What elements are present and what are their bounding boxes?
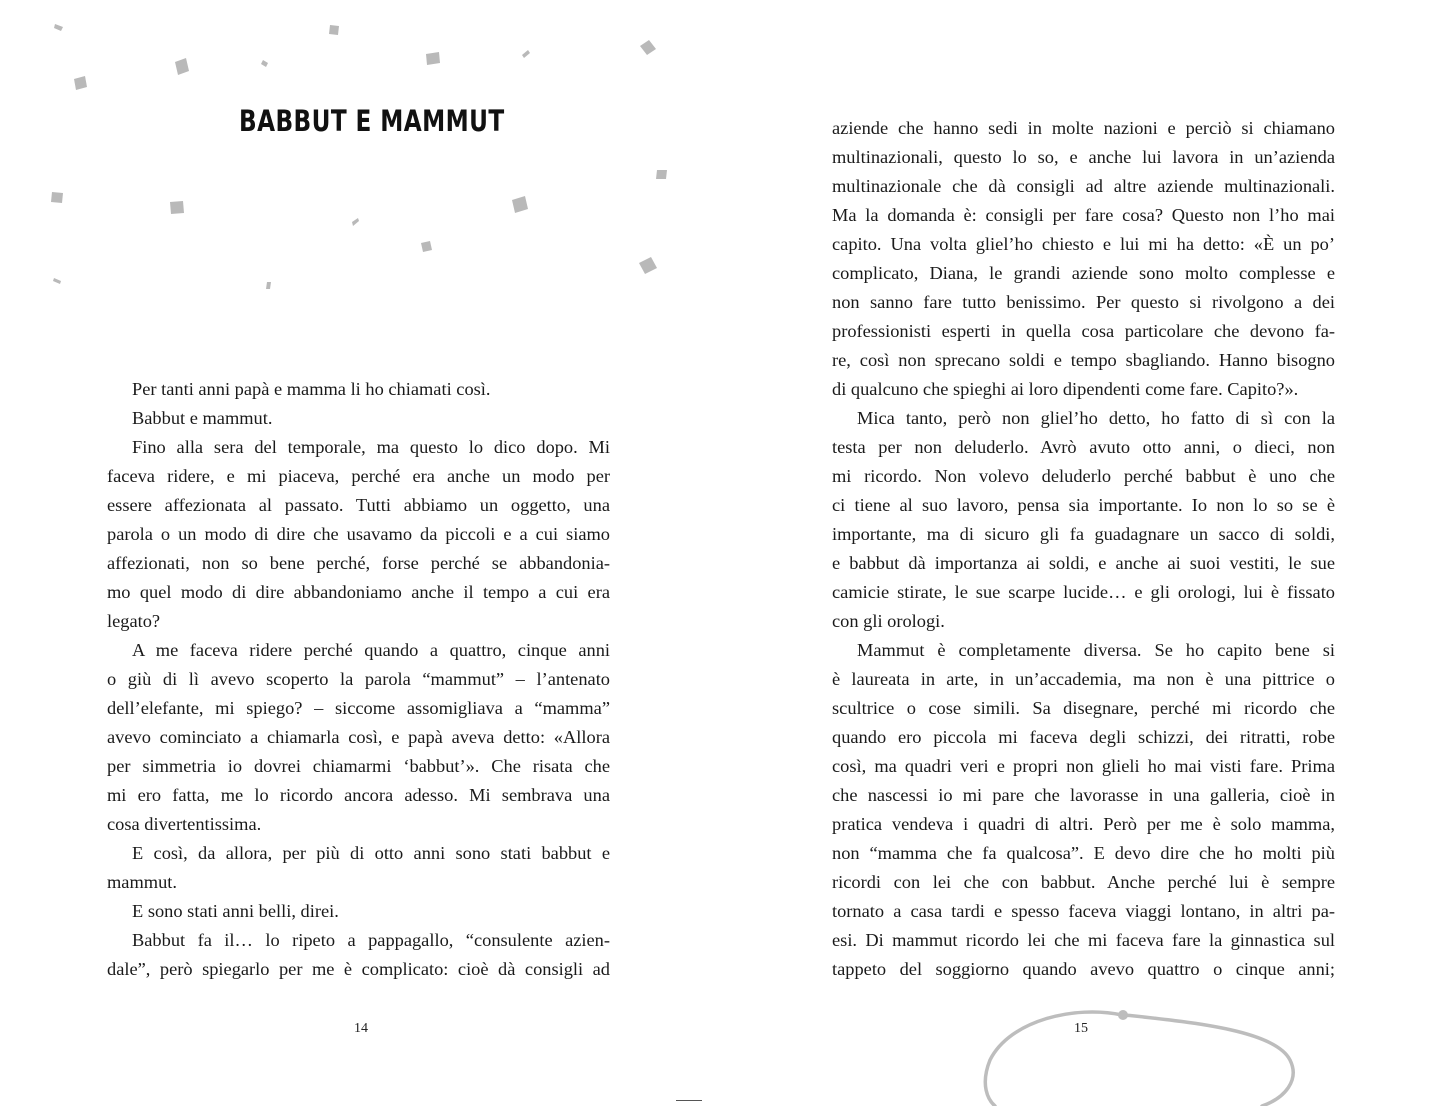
confetti-piece [266, 282, 271, 289]
text-line: avevo cominciato a chiamarla così, e papà aveva detto: «Allora [107, 727, 610, 747]
confetti-piece [53, 278, 61, 284]
confetti-piece [261, 60, 268, 67]
text-line: ricordi con lei che con babbut. Anche perché lui è sempre [832, 872, 1335, 892]
confetti-piece [54, 24, 63, 31]
text-line: mi ricordo. Non volevo deluderlo perché babbut è uno che [832, 466, 1335, 486]
text-line: è laureata in arte, in un’accademia, ma non è una pittrice o [832, 669, 1335, 689]
confetti-piece [639, 257, 657, 274]
confetti-piece [74, 76, 87, 90]
text-line: che nascessi io mi pare che lavorasse in una galleria, cioè in [832, 785, 1335, 805]
confetti-piece [175, 58, 189, 75]
text-line: complicato, Diana, le grandi aziende sono molto complesse e [832, 263, 1335, 283]
confetti-piece [426, 52, 440, 65]
text-line: e babbut dà importanza ai soldi, e anche ai suoi vestiti, le sue [832, 553, 1335, 573]
text-line: di qualcuno che spieghi ai loro dipendenti come fare. Capito?». [832, 379, 1299, 399]
text-line: capito. Una volta gliel’ho chiesto e lui mi ha detto: «È un po’ [832, 234, 1335, 254]
text-line: scultrice o cose simili. Sa disegnare, perché mi ricordo che [832, 698, 1335, 718]
text-line: parola o un modo di dire che usavamo da piccoli e a cui siamo [107, 524, 610, 544]
text-line: E così, da allora, per più di otto anni sono stati babbut e [132, 843, 610, 863]
chapter-title: BABBUT E MAMMUT [239, 104, 505, 138]
text-line: dale”, però spiegarlo per me è complicato: cioè dà consigli ad [107, 959, 610, 979]
text-line: importante, ma di sicuro gli fa guadagnare un sacco di soldi, [832, 524, 1335, 544]
swirl-decoration [985, 1012, 1293, 1106]
text-line: legato? [107, 611, 161, 631]
text-line: professionisti esperti in quella cosa particolare che devono fa- [832, 321, 1335, 341]
text-line: così, ma quadri veri e propri non glieli ho mai visti fare. Prima [832, 756, 1335, 776]
text-line: non “mamma che fa qualcosa”. E devo dire che ho molti più [832, 843, 1335, 863]
text-line: mi ero fatta, me lo ricordo ancora adesso. Mi sembrava una [107, 785, 610, 805]
confetti-piece [51, 192, 63, 203]
confetti-piece [522, 50, 530, 58]
confetti-piece [170, 201, 184, 214]
confetti-piece [329, 25, 339, 35]
text-line: quando ero piccola mi faceva degli schizzi, dei ritratti, robe [832, 727, 1335, 747]
text-line: non sanno fare tutto benissimo. Per questo si rivolgono a dei [832, 292, 1335, 312]
left-page-text [107, 375, 610, 984]
text-line: Mica tanto, però non gliel’ho detto, ho fatto di sì con la [857, 408, 1335, 428]
page-number-right: 15 [1074, 1021, 1088, 1036]
confetti-piece [421, 241, 432, 252]
gutter-mark [676, 1100, 702, 1101]
confetti-piece [352, 218, 359, 226]
text-line: pratica vendeva i quadri di altri. Però per me è solo mamma, [832, 814, 1335, 834]
text-line: camicie stirate, le sue scarpe lucide… e gli orologi, lui è fissato [832, 582, 1335, 602]
text-line: Babbut fa il… lo ripeto a pappagallo, “consulente azien- [132, 930, 610, 950]
text-line: Babbut e mammut. [132, 408, 273, 428]
text-line: per simmetria io dovrei chiamarmi ‘babbut’». Che risata che [107, 756, 610, 776]
right-page-text [832, 114, 1335, 984]
confetti-piece [512, 196, 528, 213]
text-line: Fino alla sera del temporale, ma questo lo dico dopo. Mi [132, 437, 610, 457]
text-line: aziende che hanno sedi in molte nazioni e perciò si chiamano [832, 118, 1335, 138]
text-line: A me faceva ridere perché quando a quattro, cinque anni [132, 640, 610, 660]
text-line: testa per non deluderlo. Avrò avuto otto anni, o dieci, non [832, 437, 1335, 457]
text-line: essere affezionata al passato. Tutti abbiamo un oggetto, una [107, 495, 610, 515]
text-line: mammut. [107, 872, 177, 892]
swirl-dot [1118, 1010, 1128, 1020]
text-line: affezionati, non so bene perché, forse perché se abbandonia- [107, 553, 610, 573]
text-line: Mammut è completamente diversa. Se ho capito bene si [857, 640, 1335, 660]
text-line: Per tanti anni papà e mamma li ho chiamati così. [132, 379, 491, 399]
text-line: Ma la domanda è: consigli per fare cosa? Questo non l’ho mai [832, 205, 1335, 225]
page-number-left: 14 [354, 1021, 368, 1036]
text-line: multinazionale che dà consigli ad altre aziende multinazionali. [832, 176, 1335, 196]
confetti-piece [656, 170, 667, 179]
confetti-piece [640, 40, 656, 55]
text-line: dell’elefante, mi spiego? – siccome assomigliava a “mamma” [107, 698, 610, 718]
text-line: re, così non sprecano soldi e tempo sbagliando. Hanno bisogno [832, 350, 1335, 370]
text-line: multinazionali, questo lo so, e anche lui lavora in un’azienda [832, 147, 1335, 167]
text-line: mo quel modo di dire abbandoniamo anche il tempo a cui era [107, 582, 610, 602]
text-line: tornato a casa tardi e spesso faceva viaggi lontano, in altri pa- [832, 901, 1335, 921]
text-line: tappeto del soggiorno quando avevo quattro o cinque anni; [832, 959, 1335, 979]
text-line: ci tiene al suo lavoro, pensa sia importante. Io non lo so se è [832, 495, 1335, 515]
text-line: esi. Di mammut ricordo lei che mi faceva fare la ginnastica sul [832, 930, 1335, 950]
text-line: cosa divertentissima. [107, 814, 262, 834]
text-line: faceva ridere, e mi piaceva, perché era anche un modo per [107, 466, 610, 486]
text-line: E sono stati anni belli, direi. [132, 901, 339, 921]
text-line: con gli orologi. [832, 611, 945, 631]
text-line: o giù di lì avevo scoperto la parola “mammut” – l’antenato [107, 669, 610, 689]
